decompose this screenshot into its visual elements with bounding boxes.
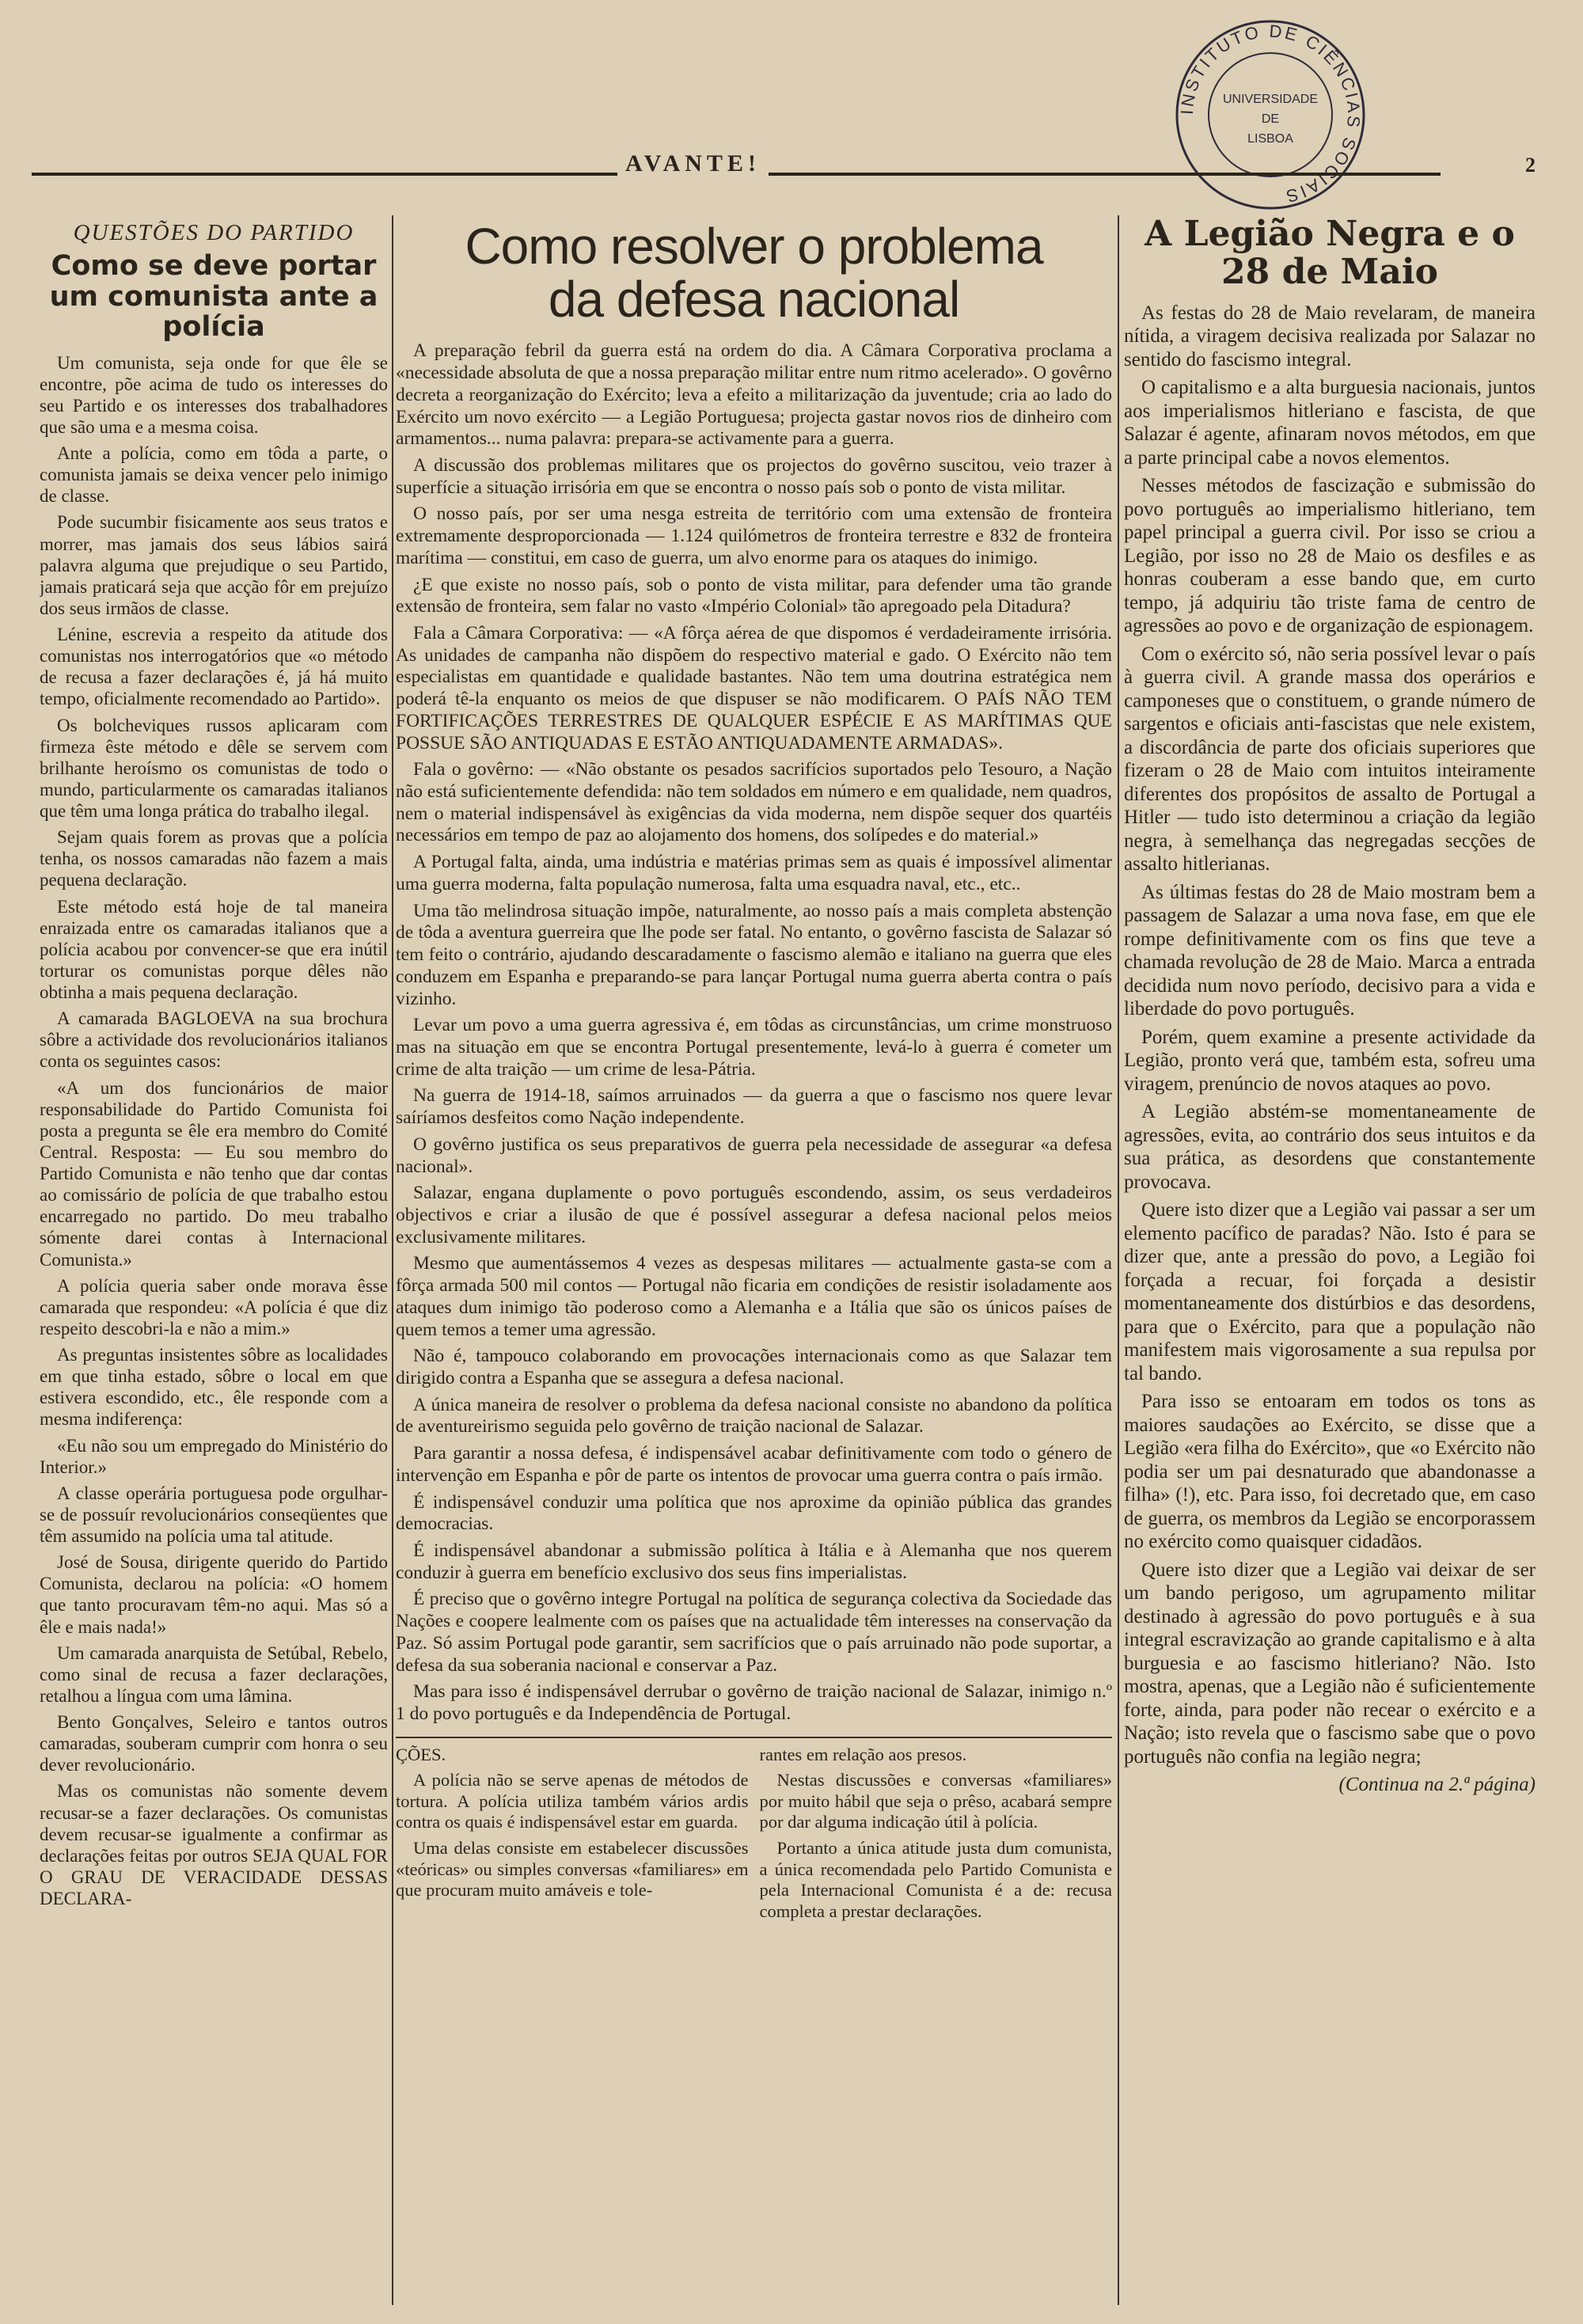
continuation-columns — [396, 1745, 1112, 1927]
left-paragraph: A classe operária portuguesa pode orgulhar-se de possuír revolucionários conseqüentes que têm assumido na polícia uma tal atitude. — [40, 1483, 388, 1546]
middle-paragraph: É indispensável conduzir uma política que nos aproxime da opinião pública das grandes democracias. — [396, 1491, 1112, 1535]
middle-paragraph: Para garantir a nossa defesa, é indispensável acabar definitivamente com todo o género de intervenção em Espanha e pôr de parte os intentos de provocar uma guerra contra o país irmão. — [396, 1443, 1112, 1486]
left-paragraph: As preguntas insistentes sôbre as localidades em que tinha estado, sôbre o local em que estivera escondido, etc., êle responde com a mesma indiferença: — [40, 1345, 388, 1430]
middle-paragraph: É indispensável abandonar a submissão política à Itália e à Alemanha que nos querem conduzir à guerra em benefício exclusivo dos seus fins imperialistas. — [396, 1540, 1112, 1583]
left-paragraph: «Eu não sou um empregado do Ministério do Interior.» — [40, 1435, 388, 1477]
right-article — [1124, 215, 1536, 2313]
continuation-column-a — [396, 1745, 749, 1927]
right-paragraph: Nesses métodos de fascização e submissão do povo português ao imperialismo hitleriano, tem papel principal a guerra civil. Por isso se criou a Legião, por isso no 28 de Maio os desfiles e as honras couberam a esse bando que, em curto tempo, já adquiriu tão triste fama de centro de agressões ao povo e de organização de espionagem. — [1124, 475, 1536, 637]
middle-paragraph: O nosso país, por ser uma nesga estreita de território com uma extensão de fronteira extremamente desproporcionada — 1.124 quilómetros de fronteira terrestre e 832 de fronteira marítima — constitui, em caso de guerra, um alvo enorme para os ataques do inimigo. — [396, 503, 1112, 568]
masthead: AVANTE! — [617, 150, 769, 177]
right-paragraph: As últimas festas do 28 de Maio mostram bem a passagem de Salazar a uma nova fase, em que ele rompe definitivamente com os fins que teve a chamada revolução de 28 de Maio. Marca a entrada decidida num novo período, decisivo para a vida e liberdade do povo português. — [1124, 881, 1536, 1020]
continuation-column-b — [760, 1745, 1113, 1927]
left-article — [40, 215, 388, 2313]
continuation-paragraph: A polícia não se serve apenas de métodos de tortura. A polícia utiliza também vários ardis contra os quais é indispensável estar em guarda. — [396, 1770, 749, 1832]
middle-paragraph: Não é, tampouco colaborando em provocações internacionais como as que Salazar tem dirigido contra a Espanha que se assegura a defesa nacional. — [396, 1346, 1112, 1388]
middle-paragraph: Levar um povo a uma guerra agressiva é, em tôdas as circunstâncias, um crime monstruoso mas na situação em que se encontra Portugal presentemente, levá-lo à guerra é cometer um crime de alta traição — um crime de lesa-Pátria. — [396, 1015, 1112, 1080]
middle-paragraph: A preparação febril da guerra está na ordem do dia. A Câmara Corporativa proclama a «necessidade absoluta de que a nossa preparação militar entre num ritmo acelerado». O govêrno decreta a reorganização do Exército; leva a efeito a militarização da juventude; cria ao lado do Exército um novo exército — a Legião Portuguesa; projecta gastar novos rios de dinheiro com armamentos... numa palavra: prepara-se activamente para a guerra. — [396, 340, 1112, 450]
left-paragraph: A polícia queria saber onde morava êsse camarada que respondeu: «A polícia é que diz respeito descobri-la e não a mim.» — [40, 1275, 388, 1339]
page-number: 2 — [1525, 154, 1536, 177]
column-rule-right — [1118, 215, 1119, 2305]
stamp-line-3: LISBOA — [1247, 132, 1293, 146]
middle-paragraph: Na guerra de 1914-18, saímos arruinados — da guerra a que o fascismo nos quere levar saíríamos desfeitos como Nação independente. — [396, 1085, 1112, 1129]
left-paragraph: Este método está hoje de tal maneira enraizada entre os camaradas italianos que a polícia acabou por convencer-se que era inútil torturar os comunistas porque dêles não obtinha a mais pequena declaração. — [40, 896, 388, 1002]
left-paragraph: Bento Gonçalves, Seleiro e tantos outros camaradas, souberam cumprir com honra o seu dever revolucionário. — [40, 1712, 388, 1775]
left-paragraph: Um camarada anarquista de Setúbal, Rebelo, como sinal de recusa a fazer declarações, retalhou a língua com uma lâmina. — [40, 1642, 388, 1706]
column-rule-left — [392, 215, 393, 2305]
continuation-paragraph: rantes em relação aos presos. — [759, 1744, 967, 1764]
right-paragraph: A Legião abstém-se momentaneamente de agressões, evita, ao contrário dos seus intuitos e da sua prática, as desordens que constantemente provocava. — [1124, 1101, 1536, 1193]
left-paragraph: Ante a polícia, como em tôda a parte, o comunista jamais se deixa vencer pelo inimigo de classe. — [40, 443, 388, 507]
left-paragraph: Mas os comunistas não somente devem recusar-se a fazer declarações. Os comunistas devem recusar-se igualmente a confirmar as declarações feitas por outros SEJA QUAL FOR O GRAU DE VERACIDADE DESSAS DECLARA- — [40, 1781, 388, 1908]
left-paragraph: A camarada BAGLOEVA na sua brochura sôbre a actividade dos revolucionários italianos conta os seguintes casos: — [40, 1008, 388, 1072]
left-paragraph: Um comunista, seja onde for que êle se encontre, põe acima de tudo os interesses do seu Partido e os interesses dos trabalhadores que são uma e a mesma coisa. — [40, 352, 388, 437]
middle-paragraph: O govêrno justifica os seus preparativos de guerra pela necessidade de assegurar «a defesa nacional». — [396, 1134, 1112, 1177]
section-kicker: QUESTÕES DO PARTIDO — [73, 220, 355, 245]
middle-article-title — [396, 220, 1112, 326]
middle-paragraph: Salazar, engana duplamente o povo português escondendo, assim, os seus verdadeiros objectivos e criar a ilusão de que é possível assegurar a defesa nacional pelos meios exclusivamente militares. — [396, 1183, 1112, 1247]
left-paragraph: José de Sousa, dirigente querido do Partido Comunista, declarou na polícia: «O homem que tanto procuravam têm-no aqui. Mas só a êle e mais nada!» — [40, 1552, 388, 1637]
middle-paragraph: Uma tão melindrosa situação impõe, naturalmente, ao nosso país a mais completa abstenção de tôda a aventura guerreira que lhe pode ser fatal. No entanto, o govêrno fascista de Salazar só tem feito o contrário, ajudando descaradamente o fascismo alemão e italiano na guerra que eles conduzem em Espanha e preparando-se para lançar Portugal numa guerra aberta contra o país vizinho. — [396, 900, 1112, 1009]
right-paragraph: O capitalismo e a alta burguesia nacionais, juntos aos imperialismos hitleriano e fascista, de que Salazar é agente, afinaram novos métodos, em que a parte principal cabe a novos elementos. — [1124, 377, 1536, 469]
right-paragraph: Quere isto dizer que a Legião vai passar a ser um elemento pacífico de paradas? Não. Isto é para se dizer que, ante a pressão do povo, a Legião foi forçada a recuar, foi forçada a desistir momentaneamente dos distúrbios e das desordens, para que o Exército, para que a população não manifestem mais vigorosamente a sua repulsa por tal bando. — [1124, 1199, 1536, 1384]
middle-paragraph: ¿E que existe no nosso país, sob o ponto de vista militar, para defender uma tão grande extensão de fronteira, sem falar no vasto «Império Colonial» tão apregoado pela Ditadura? — [396, 574, 1112, 617]
left-article-title: Como se deve portar um comunista ante a polícia — [49, 250, 378, 343]
continuation-paragraph: Nestas discussões e conversas «familiares» por muito hábil que seja o prêso, acabará sempre por dar alguma indicação útil à polícia. — [759, 1770, 1112, 1832]
left-paragraph: Os bolcheviques russos aplicaram com firmeza êste método e dêle se servem com brilhante heroísmo os comunistas de todo o mundo, particularmente os camaradas italianos que têm uma longa prática do trabalho ilegal. — [40, 715, 388, 821]
continuation-paragraph: Uma delas consiste em estabelecer discussões «teóricas» ou simples conversas «familiares» em que procuram muito amáveis e tole- — [396, 1837, 749, 1901]
continuation-rule — [396, 1737, 1112, 1738]
stamp-line-1: UNIVERSIDADE — [1222, 93, 1319, 106]
stamp-line-2: DE — [1261, 112, 1280, 126]
continuation-paragraph: Portanto a única atitude justa dum comunista, a única recomendada pelo Partido Comunista e pela Internacional Comunista é a de: recusa completa a prestar declarações. — [759, 1837, 1112, 1921]
left-paragraph: «A um dos funcionários de maior responsabilidade do Partido Comunista foi posta a pregunta se êle era membro do Comité Central. Resposta: — Eu sou membro do Partido Comunista e não tenho que dar contas ao comissário de polícia de que trabalho estou encarregado no partido. Do meu trabalho sómente darei contas à Internacional Comunista.» — [40, 1077, 388, 1270]
right-paragraph: Porém, quem examine a presente actividade da Legião, pronto verá que, também esta, sofreu uma viragem, prenúncio de novos ataques ao povo. — [1124, 1026, 1536, 1095]
middle-paragraph: É preciso que o govêrno integre Portugal na política de segurança colectiva da Sociedade das Nações e coopere lealmente com os países que na actualidade têm interesses na conservação da Paz. Só assim Portugal pode garantir, sem sacrifícios que o país arruinado não pode suportar, a defesa da sua soberania nacional e conservar a Paz. — [396, 1589, 1112, 1676]
university-stamp — [1171, 16, 1369, 214]
middle-paragraph: Fala o govêrno: — «Não obstante os pesados sacrifícios suportados pelo Tesouro, a Nação não está suficientemente defendida: não tem soldados em número e em qualidade, nem quadros, nem o material indispensável às exigências da vida moderna, nem dispõe sequer dos quartéis necessários em tempo de paz ao alojamento dos homens, dos solípedes e do material.» — [396, 759, 1112, 846]
right-paragraph: Com o exército só, não seria possível levar o país à guerra civil. A grande massa dos operários e camponeses que o constituem, o grande número de sargentos e oficiais anti-fascistas que nele existem, a discordância de parte dos oficiais superiores que fizeram o 28 de Maio com intuitos inteiramente diferentes dos propósitos de assalto de Portugal a Hitler — tudo isto determinou a criação da legião negra, à semelhança das negregadas secções de assalto hitlerianas. — [1124, 643, 1536, 875]
middle-paragraph: A única maneira de resolver o problema da defesa nacional consiste no abandono da política de aventureirismo seguida pelo govêrno de traição nacional de Salazar. — [396, 1394, 1112, 1437]
page-header — [32, 150, 1536, 182]
middle-article — [396, 215, 1112, 2289]
left-paragraph: Sejam quais forem as provas que a polícia tenha, os nossos camaradas não fazem a mais pequena declaração. — [40, 827, 388, 890]
title-line-2: da defesa nacional — [548, 271, 960, 328]
left-paragraph: Pode sucumbir fisicamente aos seus tratos e morrer, mas jamais dos seus lábios sairá palavra alguma que prejudique o seu Partido, jamais praticará seja que acção fôr em prejuízo dos seus irmãos de classe. — [40, 512, 388, 618]
middle-paragraph: A Portugal falta, ainda, uma indústria e matérias primas sem as quais é impossível alimentar uma guerra moderna, falta população numerosa, falta uma esquadra naval, etc., etc.. — [396, 852, 1112, 894]
stamp-ring-text: INSTITUTO DE CIÊNCIAS SOCIAIS — [1176, 21, 1365, 207]
middle-paragraph: Mas para isso é indispensável derrubar o govêrno de traição nacional de Salazar, inimigo n.º 1 do povo português e da Independência de Portugal. — [396, 1681, 1112, 1725]
continuation-paragraph: ÇÕES. — [396, 1744, 446, 1764]
middle-paragraph: A discussão dos problemas militares que os projectos do govêrno suscitou, veio trazer à superfície a situação irrisória em que se encontra o nosso país sob o ponto de vista militar. — [396, 454, 1112, 498]
continuation-note: (Continua na 2.ª página) — [1338, 1774, 1536, 1796]
middle-paragraph: Mesmo que aumentássemos 4 vezes as despesas militares — actualmente gasta-se com a fôrça armada 500 mil contos — Portugal não ficaria em condições de resistir isoladamente aos ataques dum inimigo tão poderoso como a Alemanha e a Itália que são os únicos países de quem temos a temer uma agressão. — [396, 1253, 1112, 1340]
middle-paragraph: Fala a Câmara Corporativa: — «A fôrça aérea de que dispomos é verdadeiramente irrisória. As unidades de campanha não dispõem do respectivo material e gado. O Exército não tem especialistas em quantidade e qualidade bastantes. Não tem uma doutrina estratégica nem poderá tê-la enquanto os meios de que dispuser se não modificarem. O PAÍS NÃO TEM FORTIFICAÇÕES TERRESTRES DE QUALQUER ESPÉCIE E AS MARÍTIMAS QUE POSSUE SÃO ANTIQUADAS E ESTÃO ANTIQUADAMENTE ARMADAS». — [396, 623, 1112, 754]
right-paragraph: Para isso se entoaram em todos os tons as maiores saudações ao Exército, se disse que a Legião «era filha do Exército», que «o Exército não podia ser um pai desnaturado que abandonasse a filha» (!), etc. Para isso, foi decretado que, em caso de guerra, os membros da Legião se encorporassem no exército como quaisquer cidadãos. — [1124, 1391, 1536, 1553]
right-paragraph: As festas do 28 de Maio revelaram, de maneira nítida, a viragem decisiva realizada por Salazar no sentido do fascismo integral. — [1124, 302, 1536, 370]
right-paragraph: Quere isto dizer que a Legião vai deixar de ser um bando perigoso, um agrupamento militar destinado à agressão do povo português e à sua integral escravização ao grande capitalismo e à alta burguesia e ao fascismo hitleriano? Não. Isto mostra, apenas, que a Legião não é suficientemente forte, ainda, para poder não recear o exército e a Nação; isto revela que o fascismo sabe que o povo português não confia na legião negra; — [1124, 1559, 1536, 1768]
right-article-title: A Legião Negra e o 28 de Maio — [1145, 215, 1515, 293]
title-line-1: Como resolver o problema — [465, 218, 1043, 275]
left-paragraph: Lénine, escrevia a respeito da atitude dos comunistas nos interrogatórios que «o método de recusa a fazer declarações é, já há muito tempo, oficialmente recomendado ao Partido». — [40, 625, 388, 709]
